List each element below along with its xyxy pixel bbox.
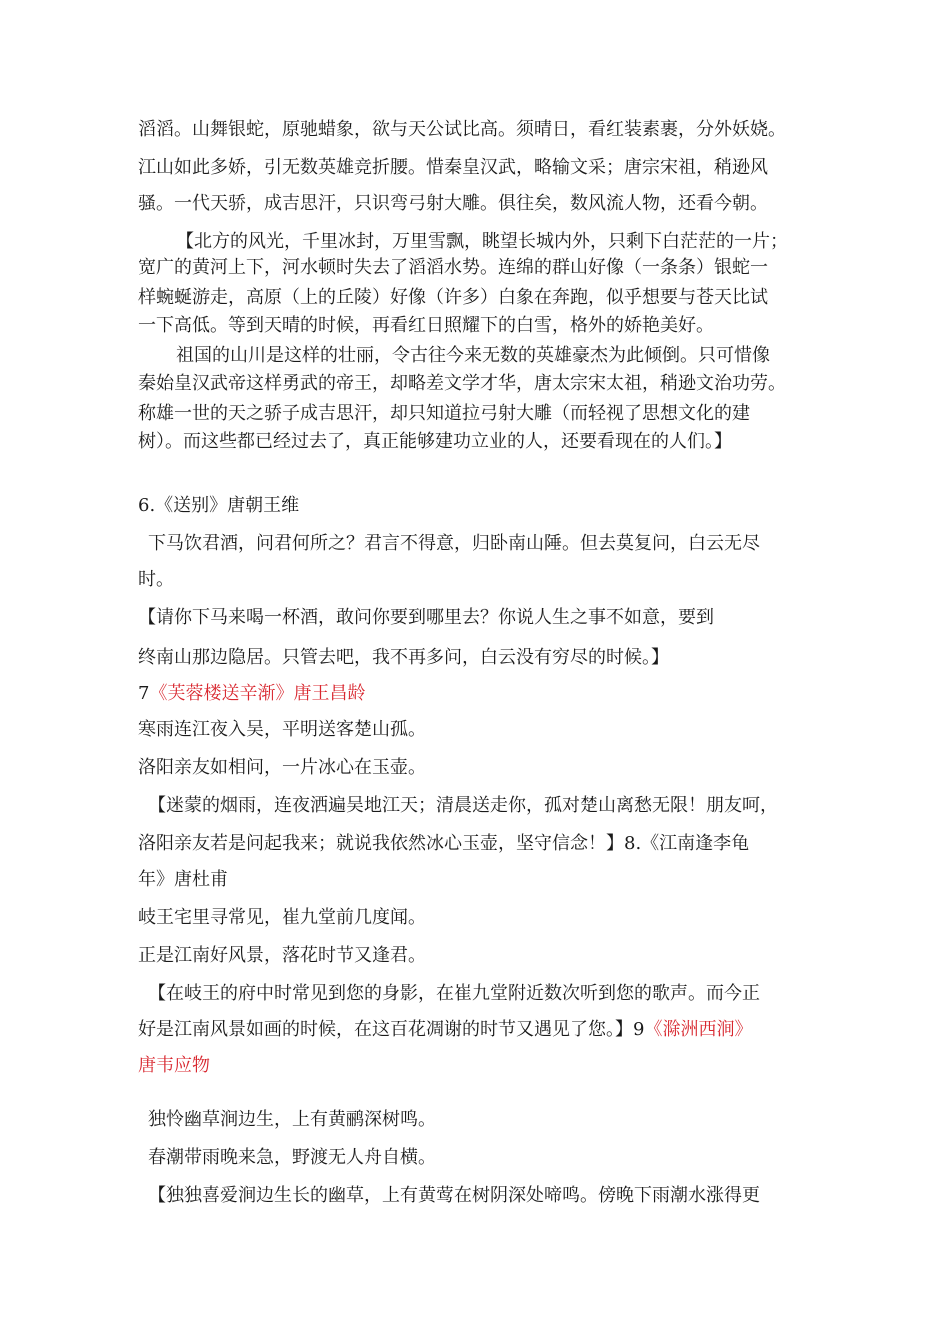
translation-text: 【独独喜爱涧边生长的幽草，上有黄莺在树阴深处啼鸣。傍晚下雨潮水涨得更	[148, 1185, 760, 1206]
poem-text: 寒雨连江夜入吴，平明送客楚山孤。	[138, 719, 426, 740]
poem-text: 独怜幽草涧边生，上有黄鹂深树鸣。	[148, 1109, 436, 1130]
poem-text: 岐王宅里寻常见，崔九堂前几度闻。	[138, 907, 426, 928]
poem-text: 时。	[138, 569, 174, 590]
poem-text: 正是江南好风景，落花时节又逢君。	[138, 945, 426, 966]
poem-title: 《芙蓉楼送辛渐》唐王昌龄	[149, 683, 366, 704]
poem-author: 唐韦应物	[138, 1055, 210, 1076]
text-line: 一下高低。等到天晴的时候，再看红日照耀下的白雪，格外的娇艳美好。	[138, 315, 714, 336]
translation-text: 【在岐王的府中时常见到您的身影，在崔九堂附近数次听到您的歌声。而今正	[148, 983, 760, 1004]
text-line: 祖国的山川是这样的壮丽，令古往今来无数的英雄豪杰为此倾倒。只可惜像	[176, 345, 770, 366]
text-line: 宽广的黄河上下，河水顿时失去了滔滔水势。连绵的群山好像（一条条）银蛇一	[138, 257, 768, 278]
poem-text: 春潮带雨晚来急，野渡无人舟自横。	[148, 1147, 436, 1168]
translation-text: 洛阳亲友若是问起我来；就说我依然冰心玉壶，坚守信念！】8.《江南逢李龟	[138, 833, 750, 854]
text-line: 滔滔。山舞银蛇，原驰蜡象，欲与天公试比高。须晴日，看红装素裹，分外妖娆。	[138, 119, 786, 140]
poem-text: 下马饮君酒，问君何所之？君言不得意，归卧南山陲。但去莫复问，白云无尽	[148, 533, 760, 554]
translation-text	[138, 1018, 752, 1042]
poem-text: 洛阳亲友如相问，一片冰心在玉壶。	[138, 757, 426, 778]
translation-end: 好是江南风景如画的时候，在这百花凋谢的时节又遇见了您。】9	[138, 1019, 645, 1040]
text-line: 【北方的风光，千里冰封，万里雪飘，眺望长城内外，只剩下白茫茫的一片；	[176, 231, 788, 252]
text-line: 称雄一世的天之骄子成吉思汗，却只知道拉弓射大雕（而轻视了思想文化的建	[138, 403, 750, 424]
translation-text: 【迷蒙的烟雨，连夜洒遍吴地江天；清晨送走你，孤对楚山离愁无限！朋友呵，	[148, 795, 778, 816]
translation-text: 终南山那边隐居。只管去吧，我不再多问，白云没有穷尽的时候。】	[138, 647, 669, 668]
text-line: 秦始皇汉武帝这样勇武的帝王，却略差文学才华，唐太宗宋太祖，稍逊文治功劳。	[138, 373, 786, 394]
poem-heading: 年》唐杜甫	[138, 869, 228, 890]
translation-text: 【请你下马来喝一杯酒，敢问你要到哪里去？你说人生之事不如意，要到	[138, 607, 714, 628]
poem-heading: 6.《送别》唐朝王维	[138, 495, 300, 516]
text-line: 树）。而这些都已经过去了，真正能够建功立业的人，还要看现在的人们。】	[138, 431, 732, 452]
text-line: 样蜿蜒游走，高原（上的丘陵）好像（许多）白象在奔跑，似乎想要与苍天比试	[138, 287, 768, 308]
text-line: 江山如此多娇，引无数英雄竞折腰。惜秦皇汉武，略输文采；唐宗宋祖，稍逊风	[138, 157, 768, 178]
text-line: 骚。一代天骄，成吉思汗，只识弯弓射大雕。俱往矣，数风流人物，还看今朝。	[138, 193, 768, 214]
poem-number: 7	[138, 683, 150, 704]
poem-title: 《滁洲西涧》	[644, 1019, 753, 1040]
poem-heading	[138, 682, 365, 706]
